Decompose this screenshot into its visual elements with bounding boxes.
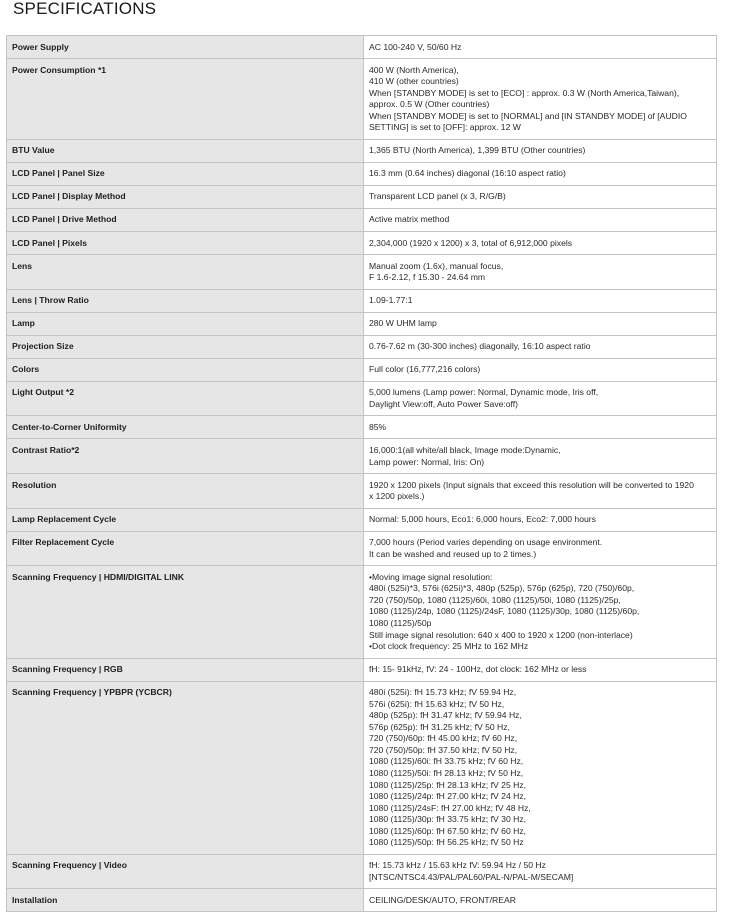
spec-value-line: 1920 x 1200 pixels (Input signals that exceed this resolution will be converted to 1920 <box>369 479 694 490</box>
spec-label: Scanning Frequency | Video <box>7 854 364 889</box>
spec-label: BTU Value <box>7 139 364 162</box>
spec-value-line: SETTING] is set to [OFF]: approx. 12 W <box>369 122 521 133</box>
spec-value-line: 1080 (1125)/24sF: fH 27.00 kHz; fV 48 Hz, <box>369 802 531 813</box>
spec-value-line: 0.76-7.62 m (30-300 inches) diagonally, 16:10 aspect ratio <box>369 341 591 352</box>
spec-value-line: 410 W (other countries) <box>369 76 459 87</box>
spec-value <box>364 162 717 185</box>
spec-value-line: Full color (16,777,216 colors) <box>369 364 481 375</box>
spec-value-line: 400 W (North America), <box>369 64 459 75</box>
spec-value-line: 720 (750)/50p, 1080 (1125)/60i, 1080 (1125)/50i, 1080 (1125)/25p, <box>369 594 621 605</box>
spec-value-line: Normal: 5,000 hours, Eco1: 6,000 hours, Eco2: 7,000 hours <box>369 514 596 525</box>
spec-value <box>364 289 717 312</box>
spec-value-line: 2,304,000 (1920 x 1200) x 3, total of 6,912,000 pixels <box>369 237 573 248</box>
spec-value <box>364 854 717 889</box>
spec-value-line: 1080 (1125)/60p: fH 67.50 kHz; fV 60 Hz, <box>369 825 527 836</box>
spec-row <box>7 289 717 312</box>
spec-value <box>364 335 717 358</box>
spec-value-line: 1080 (1125)/60i: fH 33.75 kHz; fV 60 Hz, <box>369 756 524 767</box>
spec-row <box>7 185 717 208</box>
spec-value-line: 1.09-1.77:1 <box>369 295 413 306</box>
spec-row <box>7 474 717 509</box>
spec-label: Lamp <box>7 312 364 335</box>
spec-value-line: •Moving image signal resolution: <box>369 571 493 582</box>
spec-label: LCD Panel | Panel Size <box>7 162 364 185</box>
spec-value <box>364 566 717 658</box>
page-title: SPECIFICATIONS <box>13 0 157 18</box>
spec-value-line: F 1.6-2.12, f 15.30 - 24.64 mm <box>369 272 486 283</box>
spec-value-line: When [STANDBY MODE] is set to [NORMAL] and [IN STANDBY MODE] of [AUDIO <box>369 110 687 121</box>
spec-label: LCD Panel | Drive Method <box>7 208 364 231</box>
spec-row <box>7 162 717 185</box>
spec-label: Projection Size <box>7 335 364 358</box>
spec-value-line: 480i (525i): fH 15.73 kHz; fV 59.94 Hz, <box>369 687 517 698</box>
spec-row <box>7 508 717 531</box>
spec-value <box>364 531 717 566</box>
spec-row <box>7 36 717 59</box>
spec-row <box>7 854 717 889</box>
spec-value-line: 16.3 mm (0.64 inches) diagonal (16:10 aspect ratio) <box>369 168 566 179</box>
spec-row <box>7 381 717 416</box>
spec-value-line: 16,000:1(all white/all black, Image mode:Dynamic, <box>369 444 561 455</box>
spec-row <box>7 531 717 566</box>
spec-label: Scanning Frequency | HDMI/DIGITAL LINK <box>7 566 364 658</box>
spec-table-body <box>7 36 717 912</box>
spec-value-line: CEILING/DESK/AUTO, FRONT/REAR <box>369 894 516 905</box>
spec-value-line: [NTSC/NTSC4.43/PAL/PAL60/PAL-N/PAL-M/SECAM] <box>369 871 574 882</box>
spec-row <box>7 208 717 231</box>
spec-value-line: 1080 (1125)/50i: fH 28.13 kHz; fV 50 Hz, <box>369 768 524 779</box>
spec-row <box>7 232 717 255</box>
spec-value <box>364 59 717 140</box>
spec-row <box>7 889 717 912</box>
spec-value <box>364 358 717 381</box>
spec-value <box>364 312 717 335</box>
spec-value-line: fH: 15- 91kHz, fV: 24 - 100Hz, dot clock: 162 MHz or less <box>369 664 587 675</box>
spec-value-line: 1080 (1125)/50p <box>369 618 432 628</box>
spec-label: Scanning Frequency | YPBPR (YCBCR) <box>7 681 364 854</box>
spec-value-line: 1080 (1125)/25p: fH 28.13 kHz; fV 25 Hz, <box>369 779 527 790</box>
spec-label: Colors <box>7 358 364 381</box>
spec-value-line: 480i (525i)*3, 576i (625i)*3, 480p (525p), 576p (625p), 720 (750)/60p, <box>369 583 635 594</box>
spec-row <box>7 416 717 439</box>
spec-value-line: AC 100-240 V, 50/60 Hz <box>369 41 462 52</box>
spec-value <box>364 681 717 854</box>
spec-value-line: 1080 (1125)/24p: fH 27.00 kHz; fV 24 Hz, <box>369 791 527 802</box>
spec-value-line: approx. 0.5 W (Other countries) <box>369 99 490 110</box>
spec-value <box>364 208 717 231</box>
spec-row <box>7 658 717 681</box>
spec-value <box>364 416 717 439</box>
spec-value-line: When [STANDBY MODE] is set to [ECO] : approx. 0.3 W (North America,Taiwan), <box>369 87 680 98</box>
spec-row <box>7 312 717 335</box>
spec-value-line: 1080 (1125)/24p, 1080 (1125)/24sF, 1080 (1125)/30p, 1080 (1125)/60p, <box>369 606 640 617</box>
spec-label: Resolution <box>7 474 364 509</box>
spec-value <box>364 381 717 416</box>
spec-value <box>364 889 717 912</box>
spec-row <box>7 358 717 381</box>
spec-label: Lens | Throw Ratio <box>7 289 364 312</box>
spec-label: Scanning Frequency | RGB <box>7 658 364 681</box>
spec-value-line: Still image signal resolution: 640 x 400 to 1920 x 1200 (non-interlace) <box>369 629 633 640</box>
spec-label: Filter Replacement Cycle <box>7 531 364 566</box>
spec-value <box>364 439 717 474</box>
spec-label: Lamp Replacement Cycle <box>7 508 364 531</box>
spec-value-line: •Dot clock frequency: 25 MHz to 162 MHz <box>369 641 529 652</box>
spec-row <box>7 566 717 658</box>
spec-value-line: 720 (750)/50p: fH 37.50 kHz; fV 50 Hz, <box>369 744 518 755</box>
spec-value-line: fH: 15.73 kHz / 15.63 kHz fV: 59.94 Hz / 50 Hz <box>369 860 546 871</box>
spec-table <box>6 35 717 912</box>
spec-row <box>7 139 717 162</box>
spec-value <box>364 232 717 255</box>
spec-value-line: Transparent LCD panel (x 3, R/G/B) <box>369 191 506 202</box>
spec-value-line: 480p (525p): fH 31.47 kHz; fV 59.94 Hz, <box>369 710 522 721</box>
spec-value-line: 576i (625i): fH 15.63 kHz; fV 50 Hz, <box>369 698 505 709</box>
spec-value-line: 720 (750)/60p: fH 45.00 kHz; fV 60 Hz, <box>369 733 518 744</box>
spec-value-line: 5,000 lumens (Lamp power: Normal, Dynamic mode, Iris off, <box>369 387 599 398</box>
spec-value-line: Active matrix method <box>369 214 450 225</box>
spec-value-line: x 1200 pixels.) <box>369 491 425 502</box>
spec-value-line: 1,365 BTU (North America), 1,399 BTU (Other countries) <box>369 145 586 156</box>
spec-value-line: It can be washed and reused up to 2 times.) <box>369 548 537 559</box>
spec-row <box>7 681 717 854</box>
spec-value <box>364 658 717 681</box>
spec-label: Power Consumption *1 <box>7 59 364 140</box>
spec-value-line: Daylight View:off, Auto Power Save:off) <box>369 398 519 409</box>
spec-value <box>364 139 717 162</box>
spec-label: Contrast Ratio*2 <box>7 439 364 474</box>
spec-label: Power Supply <box>7 36 364 59</box>
spec-label: Light Output *2 <box>7 381 364 416</box>
spec-value <box>364 474 717 509</box>
spec-label: Center-to-Corner Uniformity <box>7 416 364 439</box>
spec-row <box>7 59 717 140</box>
spec-row <box>7 439 717 474</box>
spec-row <box>7 335 717 358</box>
spec-value <box>364 36 717 59</box>
spec-label: LCD Panel | Pixels <box>7 232 364 255</box>
spec-label: LCD Panel | Display Method <box>7 185 364 208</box>
spec-value-line: 1080 (1125)/30p: fH 33.75 kHz; fV 30 Hz, <box>369 814 527 825</box>
spec-value-line: 85% <box>369 421 387 432</box>
spec-value <box>364 508 717 531</box>
spec-value-line: 576p (625p): fH 31.25 kHz; fV 50 Hz, <box>369 721 510 732</box>
spec-value-line: 280 W UHM lamp <box>369 318 437 329</box>
spec-value-line: Manual zoom (1.6x), manual focus, <box>369 260 504 271</box>
spec-value-line: Lamp power: Normal, Iris: On) <box>369 456 485 467</box>
spec-label: Lens <box>7 255 364 290</box>
spec-value <box>364 185 717 208</box>
spec-value-line: 7,000 hours (Period varies depending on usage environment. <box>369 537 603 548</box>
spec-value <box>364 255 717 290</box>
spec-row <box>7 255 717 290</box>
spec-label: Installation <box>7 889 364 912</box>
spec-value-line: 1080 (1125)/50p: fH 56.25 kHz; fV 50 Hz <box>369 837 524 848</box>
